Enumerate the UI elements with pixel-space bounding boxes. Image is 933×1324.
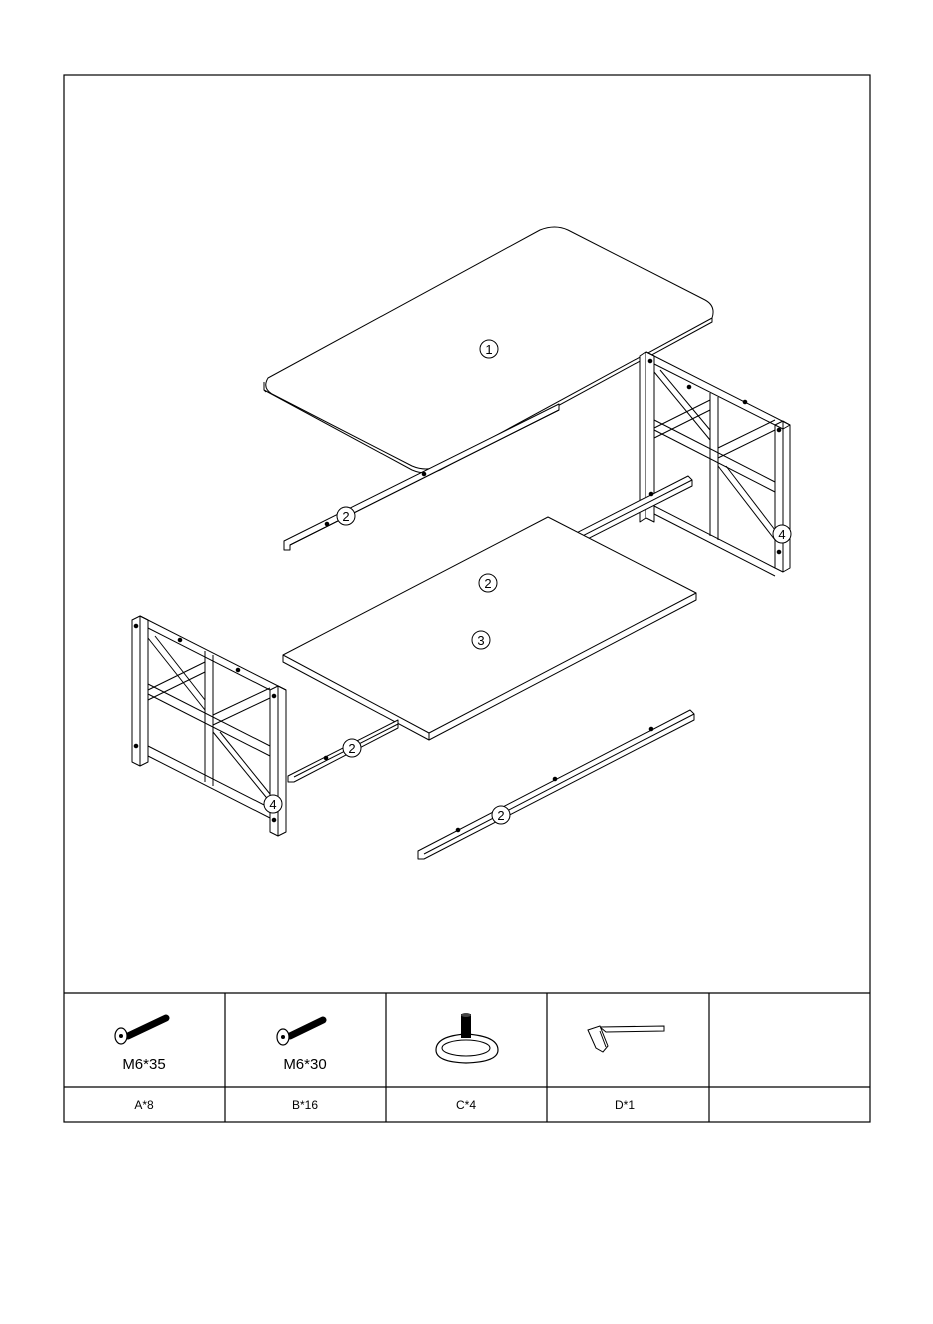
shelf-part-3 — [283, 517, 696, 740]
hardware-d-qty: D*1 — [614, 1098, 636, 1112]
leveling-foot-icon — [436, 1013, 498, 1063]
callout-part-4-left — [264, 795, 282, 813]
hardware-a-qty: A*8 — [134, 1098, 154, 1112]
long-bolt-icon — [115, 1018, 166, 1044]
svg-text:2: 2 — [497, 808, 505, 823]
hardware-c-qty: C*4 — [455, 1098, 477, 1112]
svg-text:2: 2 — [484, 576, 492, 591]
end-frame-right-part-4 — [640, 352, 790, 576]
svg-text:1: 1 — [485, 342, 493, 357]
svg-text:3: 3 — [477, 633, 485, 648]
hardware-b-qty: B*16 — [291, 1098, 319, 1112]
allen-key-icon — [588, 1026, 664, 1052]
callout-part-1 — [480, 340, 498, 358]
callout-part-3 — [472, 631, 490, 649]
end-frame-left-part-4 — [132, 616, 286, 836]
callout-part-2-lower-right — [492, 806, 510, 824]
rail-lower-right — [418, 710, 694, 859]
hardware-a-name: M6*35 — [122, 1056, 166, 1073]
svg-text:2: 2 — [342, 509, 350, 524]
svg-text:4: 4 — [778, 527, 786, 542]
callout-part-2-upper-left — [337, 507, 355, 525]
hardware-b-name: M6*30 — [283, 1056, 327, 1073]
bolt-icon — [277, 1020, 323, 1045]
svg-text:2: 2 — [348, 741, 356, 756]
callout-part-2-upper-right — [479, 574, 497, 592]
svg-text:4: 4 — [269, 797, 277, 812]
callout-part-2-lower-left — [343, 739, 361, 757]
callout-part-4-right — [773, 525, 791, 543]
